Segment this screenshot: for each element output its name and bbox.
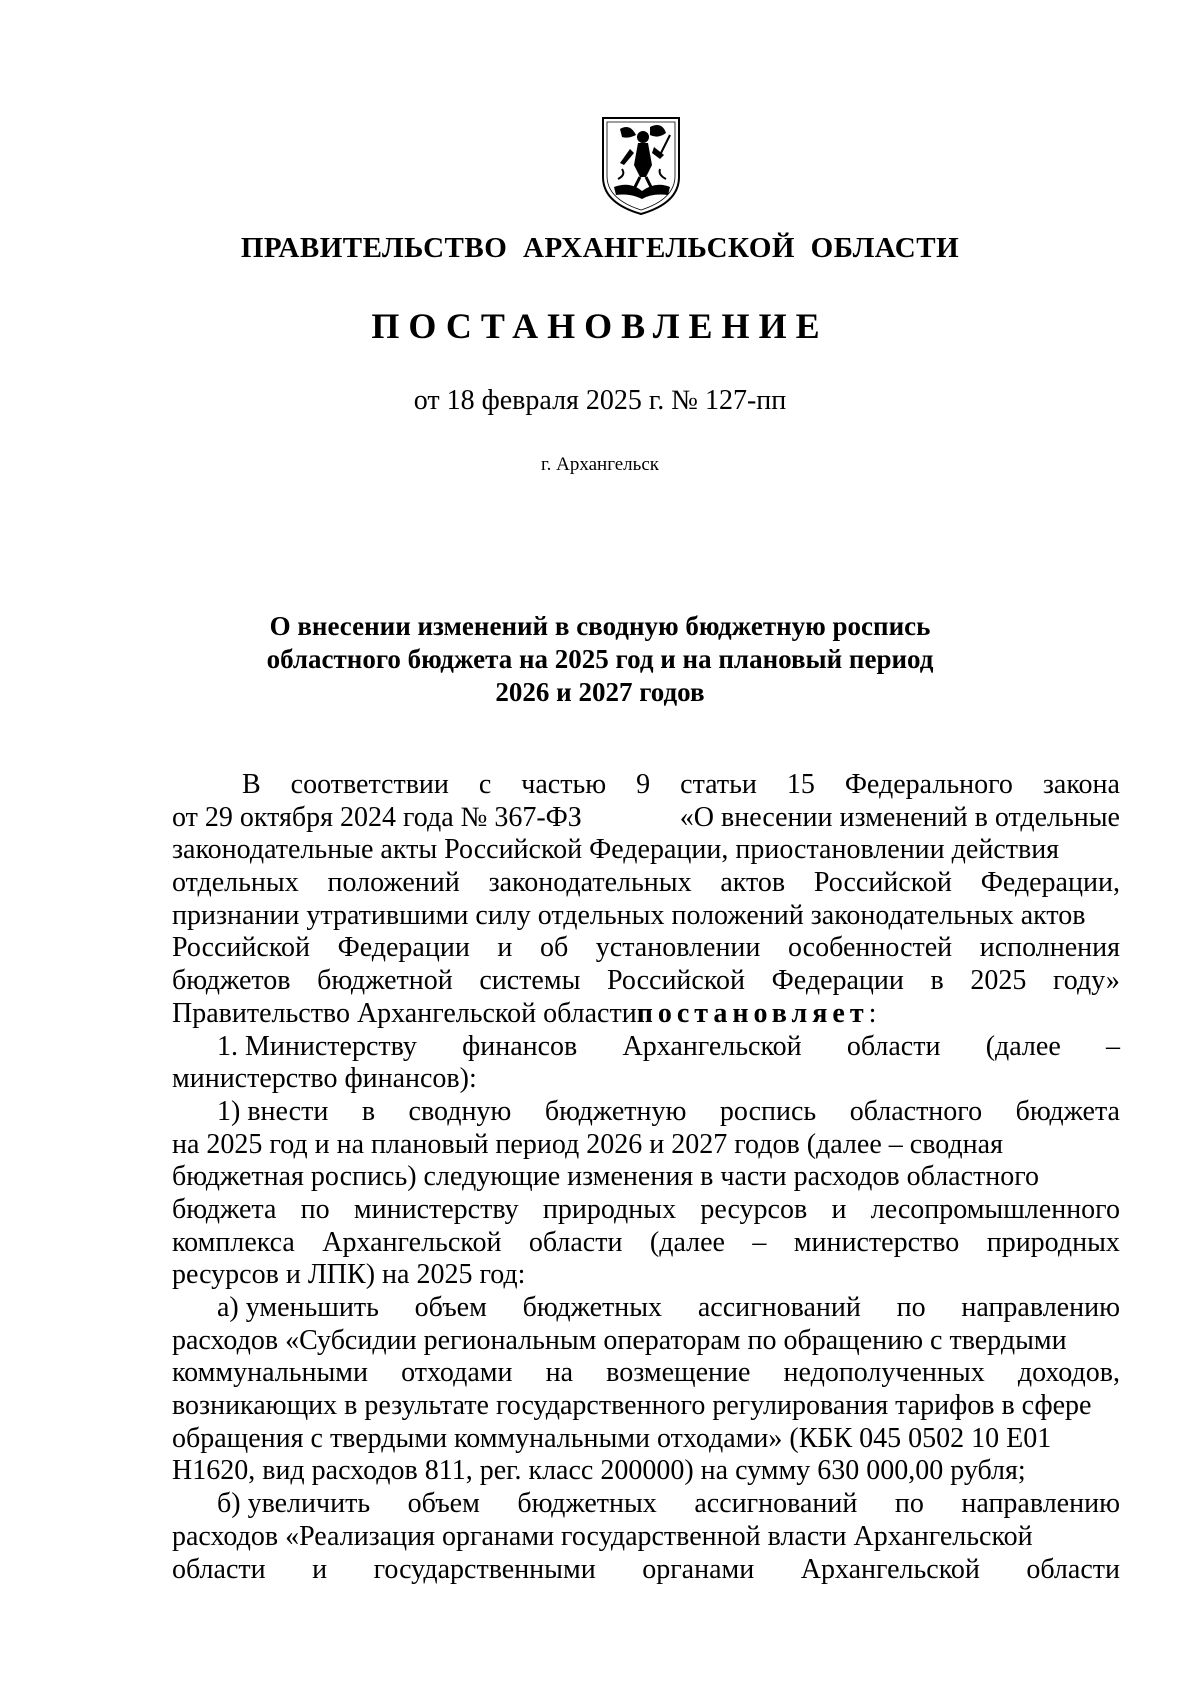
word: недополученных xyxy=(783,1357,985,1389)
paragraph-line xyxy=(172,802,1120,835)
word: возникающих в результате государственного регулирования тарифов в сфере xyxy=(172,1390,1092,1422)
word: в xyxy=(930,965,944,997)
word: министерство xyxy=(793,1226,960,1258)
word: б) увеличить xyxy=(217,1488,371,1520)
word: системы xyxy=(479,965,581,997)
word: законодательные акты Российской Федерации, приостановлении действия xyxy=(172,834,1060,866)
paragraph-line xyxy=(172,1521,1120,1554)
paragraph-item-1-1 xyxy=(172,1096,1120,1259)
paragraph-line xyxy=(172,1194,1120,1227)
paragraph-line xyxy=(172,1031,1120,1064)
word: 1) внести xyxy=(217,1095,329,1127)
word: – xyxy=(1105,1030,1120,1062)
paragraph-line xyxy=(172,1227,1120,1260)
word: Российской xyxy=(607,965,746,997)
word: области xyxy=(528,1226,623,1258)
word: законодательных xyxy=(488,867,692,899)
word: областного xyxy=(849,1095,983,1127)
line-text: : xyxy=(868,997,877,1029)
paragraph-line xyxy=(172,1423,1120,1456)
title-line: О внесении изменений в сводную бюджетную роспись xyxy=(269,611,931,641)
word: (далее xyxy=(985,1030,1061,1062)
document-title xyxy=(0,610,1200,709)
word: возмещение xyxy=(606,1357,751,1389)
paragraph-preamble xyxy=(172,769,1120,998)
word: отдельных xyxy=(172,867,299,899)
word: Российской xyxy=(172,932,310,964)
document-city: г. Архангельск xyxy=(540,454,659,475)
word: году» xyxy=(1052,965,1120,997)
paragraph-line xyxy=(172,1325,1120,1358)
word: отходами xyxy=(401,1357,513,1389)
word: частью xyxy=(521,769,607,800)
word: признании утратившими силу отдельных положений законодательных актов xyxy=(172,899,1086,931)
word: бюджетная роспись) следующие изменения в части расходов областного xyxy=(172,1161,1040,1193)
document-body xyxy=(172,769,1120,1586)
paragraph-line xyxy=(172,1063,1120,1096)
word: обращения с твердыми коммунальными отходами» (КБК 045 0502 10 Е01 xyxy=(172,1422,1052,1454)
word: (далее xyxy=(649,1226,725,1258)
word: области xyxy=(172,1553,266,1585)
word: направлению xyxy=(961,1292,1120,1323)
paragraph-line xyxy=(172,1488,1120,1521)
word: и xyxy=(312,1553,328,1585)
word: с xyxy=(478,769,492,800)
paragraph-line xyxy=(172,1259,1120,1292)
paragraph-line xyxy=(172,1096,1120,1129)
paragraph-line xyxy=(172,1357,1120,1390)
word: Архангельской xyxy=(322,1226,502,1258)
paragraph-item-b xyxy=(172,1488,1120,1586)
line-text: министерство финансов): xyxy=(172,1063,477,1095)
word: бюджетной xyxy=(317,965,453,997)
word: – xyxy=(752,1226,767,1258)
paragraph-line xyxy=(172,1161,1120,1194)
word: объем xyxy=(414,1292,487,1323)
paragraph-line xyxy=(172,1129,1120,1162)
word: финансов xyxy=(462,1030,578,1062)
line-text: Правительство Архангельской области xyxy=(172,997,637,1029)
word: 9 xyxy=(636,769,651,800)
word: Архангельской xyxy=(800,1553,980,1585)
paragraph-line xyxy=(172,1390,1120,1423)
word: Федерации, xyxy=(980,867,1120,899)
word: области xyxy=(846,1030,941,1062)
word: лесопромышленного xyxy=(870,1193,1120,1225)
word: Российской xyxy=(813,867,952,899)
word: ресурсов xyxy=(700,1193,808,1225)
line-text: Н1620, вид расходов 811, рег. класс 200000) на сумму 630 000,00 рубля; xyxy=(172,1455,1026,1487)
word: и xyxy=(497,932,513,964)
word: 15 xyxy=(786,769,815,800)
word: актов xyxy=(720,867,786,899)
line-text: ресурсов и ЛПК) на 2025 год: xyxy=(172,1259,526,1291)
word: по xyxy=(896,1292,926,1323)
paragraph-line xyxy=(172,965,1120,998)
word: установлении xyxy=(595,932,761,964)
paragraph-line xyxy=(172,998,1120,1031)
paragraph-line xyxy=(172,834,1120,867)
word: по xyxy=(300,1193,330,1225)
paragraph-item-1 xyxy=(172,1031,1120,1064)
word: на xyxy=(545,1357,574,1389)
word: Федерации xyxy=(337,932,470,964)
word: в xyxy=(361,1095,376,1127)
word: В xyxy=(242,769,261,800)
word: бюджетных xyxy=(517,1488,657,1520)
word: ассигнований xyxy=(694,1488,858,1520)
decree-word: постановляет xyxy=(636,997,869,1029)
paragraph-line xyxy=(172,769,1120,802)
document-type: ПОСТАНОВЛЕНИЕ xyxy=(371,306,829,346)
word: ассигнований xyxy=(697,1292,861,1323)
word: направлению xyxy=(961,1488,1120,1520)
organization-name: ПРАВИТЕЛЬСТВО АРХАНГЕЛЬСКОЙ ОБЛАСТИ xyxy=(240,232,960,264)
word: расходов «Реализация органами государственной власти Архангельской xyxy=(172,1520,1033,1552)
word: министерству xyxy=(353,1193,519,1225)
word: сводную xyxy=(408,1095,512,1127)
word: расходов «Субсидии региональным операторам по обращению с твердыми xyxy=(172,1324,1067,1356)
word: соответствии xyxy=(290,769,449,800)
word: области xyxy=(1026,1553,1120,1585)
word: Федерации xyxy=(771,965,904,997)
word: положений xyxy=(327,867,460,899)
word: и xyxy=(831,1193,847,1225)
word: природных xyxy=(542,1193,677,1225)
word: на 2025 год и на плановый период 2026 и 2027 годов (далее – сводная xyxy=(172,1128,1003,1160)
word: доходов, xyxy=(1017,1357,1120,1389)
word: природных xyxy=(986,1226,1120,1258)
word: исполнения xyxy=(979,932,1120,964)
word: бюджетную xyxy=(544,1095,687,1127)
word: об xyxy=(539,932,569,964)
word: по xyxy=(894,1488,924,1520)
word: бюджета xyxy=(1015,1095,1120,1127)
title-line: областного бюджета на 2025 год и на плановый период xyxy=(266,644,934,674)
word: бюджета xyxy=(172,1193,277,1225)
paragraph-line xyxy=(172,900,1120,933)
paragraph-item-a xyxy=(172,1292,1120,1455)
paragraph-line xyxy=(172,867,1120,900)
paragraph-line xyxy=(172,932,1120,965)
coat-of-arms-icon xyxy=(600,115,682,217)
word: государственными xyxy=(373,1553,596,1585)
word: 2025 xyxy=(970,965,1027,997)
title-line: 2026 и 2027 годов xyxy=(495,677,705,707)
document-date-number: от 18 февраля 2025 г. № 127-пп xyxy=(413,385,787,416)
paragraph-line xyxy=(172,1455,1120,1488)
word: коммунальными xyxy=(172,1357,368,1389)
word: Федерального xyxy=(844,769,1013,800)
word: бюджетов xyxy=(172,965,291,997)
word: особенностей xyxy=(787,932,953,964)
word: а) уменьшить xyxy=(217,1292,379,1323)
word: 1. Министерству xyxy=(217,1030,417,1062)
word: статьи xyxy=(680,769,757,800)
word: комплекса xyxy=(172,1226,295,1258)
word: закона xyxy=(1042,769,1120,800)
paragraph-line xyxy=(172,1292,1120,1325)
word: роспись xyxy=(719,1095,817,1127)
word: Архангельской xyxy=(622,1030,802,1062)
word: органами xyxy=(642,1553,755,1585)
word: от 29 октября 2024 года № 367-ФЗ xyxy=(172,801,582,833)
word: объем xyxy=(407,1488,480,1520)
word: бюджетных xyxy=(522,1292,663,1323)
paragraph-line xyxy=(172,1554,1120,1587)
word: «О внесении изменений в отдельные xyxy=(679,801,1120,833)
